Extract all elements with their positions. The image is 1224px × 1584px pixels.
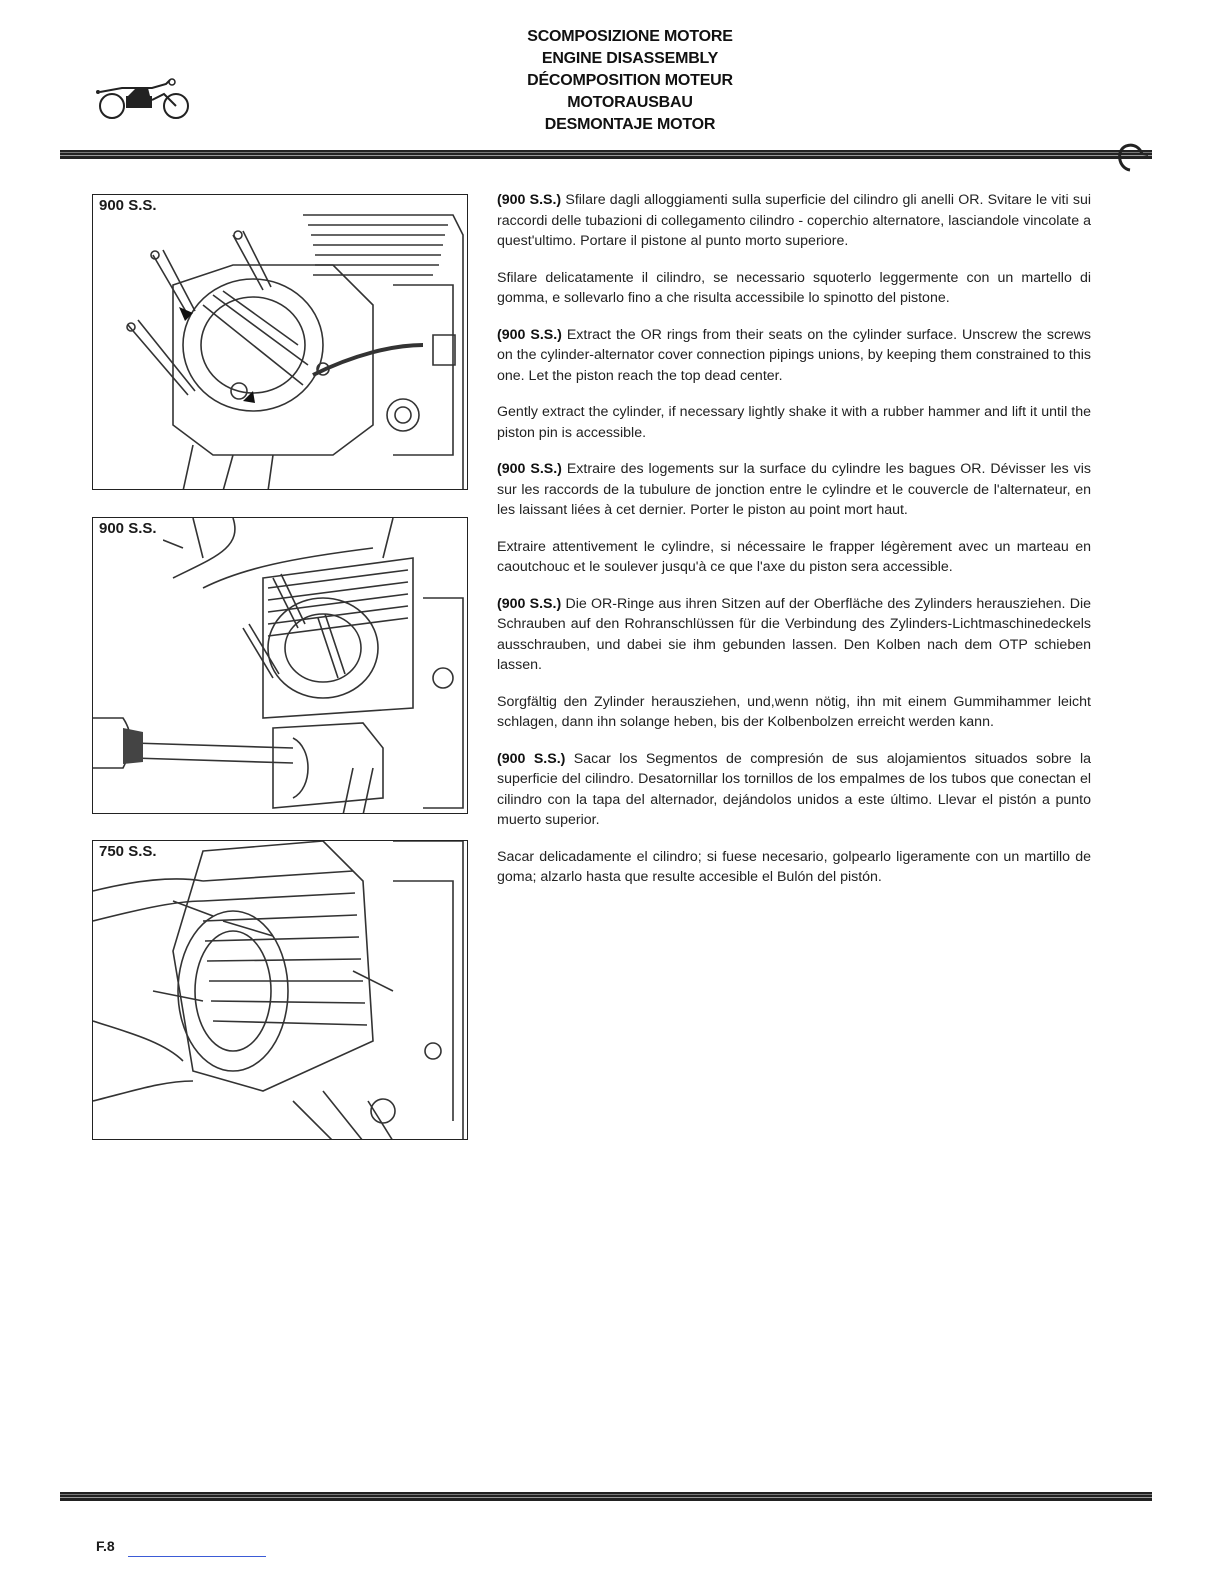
paragraph-spanish-1: [497, 749, 1091, 831]
title-french: DÉCOMPOSITION MOTEUR: [527, 72, 733, 89]
engine-illustration: [93, 518, 468, 814]
figure-unscrew-pipings: [92, 517, 468, 814]
figure-label: 900 S.S.: [93, 195, 163, 218]
figure-cylinder-or-rings: [92, 194, 468, 490]
footer-underline: [128, 1556, 266, 1557]
bar-end-hook-icon: [1100, 140, 1150, 176]
page-number: F.8: [96, 1538, 115, 1554]
paragraph-text: Extraire attentivement le cylindre, si nécessaire le frapper légèrement avec un marteau en caoutchouc et le soulever jusqu'à ce que l'axe du piston sera accessible.: [497, 538, 1091, 575]
paragraph-text: Extract the OR rings from their seats on the cylinder surface. Unscrew the screws on the cylinder-alternator cover connection pipings unions, by keeping them constrained to this one. Let the piston reach the top dead center.: [497, 326, 1091, 384]
paragraph-text: Extraire des logements sur la surface du cylindre les bagues OR. Dévisser les vis sur les raccords de la tubulure de jonction entre le cylindre et le couvercle de l'alternateur, en les laissant liées à cet dernier. Porter le piston au point mort haut.: [497, 461, 1091, 518]
motorcycle-icon: [92, 76, 192, 122]
figure-label: 900 S.S.: [93, 518, 163, 541]
paragraph-text: Sacar delicadamente el cilindro; si fuese necesario, golpearlo ligeramente con un martillo de goma; alzarlo hasta que resulte accesible el Bulón del pistón.: [497, 848, 1091, 885]
model-tag: (900 S.S.): [497, 192, 562, 208]
paragraph-italian-1: [497, 190, 1091, 252]
paragraph-english-2: [497, 402, 1091, 443]
paragraph-german-2: [497, 692, 1091, 733]
paragraph-english-1: [497, 325, 1091, 387]
footer-divider: [60, 1492, 1152, 1501]
model-tag: (900 S.S.): [497, 461, 562, 477]
figure-label: 750 S.S.: [93, 841, 163, 864]
engine-illustration: [93, 195, 468, 490]
paragraph-text: Sorgfältig den Zylinder herausziehen, und,wenn nötig, ihn mit einem Gummihammer leicht schlagen, dann ihn solange heben, bis der Kolbenbolzen erreicht werden kann.: [497, 693, 1091, 730]
paragraph-spanish-2: [497, 847, 1091, 888]
paragraph-text: Gently extract the cylinder, if necessary lightly shake it with a rubber hammer and lift it until the piston pin is accessible.: [497, 404, 1091, 441]
instructions-text: [497, 190, 1091, 904]
title-italian: SCOMPOSIZIONE MOTORE: [527, 28, 733, 45]
model-tag: (900 S.S.): [497, 750, 566, 767]
paragraph-italian-2: [497, 268, 1091, 309]
model-tag: (900 S.S.): [497, 326, 562, 343]
title-english: ENGINE DISASSEMBLY: [541, 50, 719, 67]
model-tag: (900 S.S.): [497, 595, 562, 612]
paragraph-text: Sfilare delicatamente il cilindro, se necessario squoterlo leggermente con un martello di gomma, e sollevarlo fino a che risulta accessibile lo spinotto del pistone.: [497, 269, 1091, 306]
title-german: MOTORAUSBAU: [567, 94, 693, 111]
paragraph-french-1: [497, 459, 1091, 521]
figure-extract-cylinder: [92, 840, 468, 1140]
header-titles: [380, 26, 880, 136]
header-divider: [60, 150, 1152, 159]
paragraph-text: Sfilare dagli alloggiamenti sulla superficie del cilindro gli anelli OR. Svitare le viti sui raccordi delle tubazioni di collegamento cilindro - coperchio alternatore, lasciandole vincolate a quest'ultimo. Portare il pistone al punto morto superiore.: [497, 192, 1091, 249]
title-spanish: DESMONTAJE MOTOR: [544, 116, 716, 133]
engine-illustration: [93, 841, 468, 1140]
paragraph-german-1: [497, 594, 1091, 676]
paragraph-text: Die OR-Ringe aus ihren Sitzen auf der Oberfläche des Zylinders herausziehen. Die Schrauben auf den Rohranschlüssen für die Verbindung des Zylinders-Lichtmaschinedeckels ausschrauben, und dabei sie ihm gebunden lassen. Den Kolben nach dem OTP schieben lassen.: [497, 595, 1092, 673]
paragraph-text: Sacar los Segmentos de compresión de sus alojamientos situados sobre la superficie del cilindro. Desatornillar los tornillos de los empalmes de los tubos que conectan el cilindro con la tapa del alternador, dejándolos unidos a este último. Llevar el pistón a punto muerto superior.: [497, 750, 1092, 828]
paragraph-french-2: [497, 537, 1091, 578]
